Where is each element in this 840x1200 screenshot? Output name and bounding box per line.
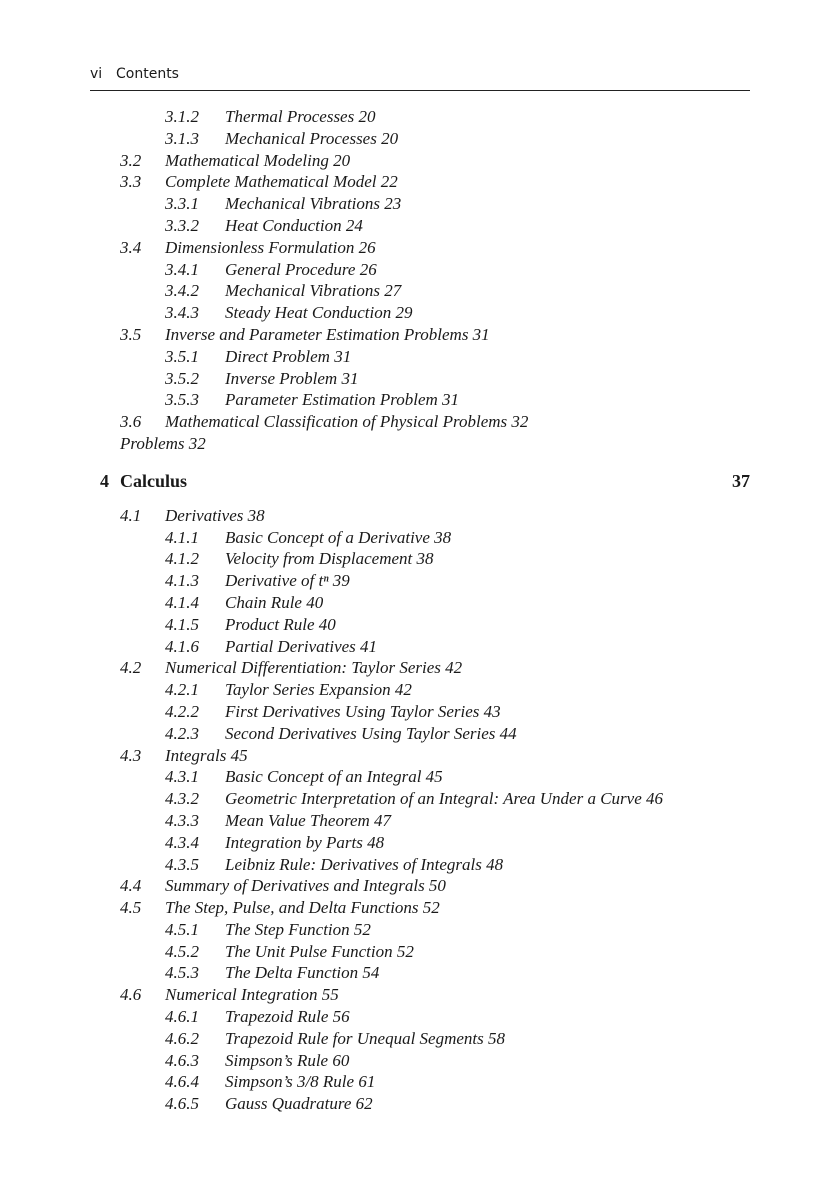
page-number: vi	[90, 66, 103, 82]
toc-entry-label: Leibniz Rule: Derivatives of Integrals 48	[225, 854, 504, 874]
toc-entry-number: 4.1.2	[165, 549, 199, 569]
toc-entry	[0, 723, 840, 745]
toc-entry	[0, 636, 840, 658]
toc-entry-label: Mechanical Vibrations 27	[225, 281, 402, 301]
toc-entry-number: 3.6	[120, 412, 142, 432]
toc-entry-label: Mean Value Theorem 47	[225, 810, 392, 830]
toc-entry-label: Partial Derivatives 41	[225, 636, 378, 656]
toc-entry-number: 4.1.4	[165, 592, 199, 612]
toc-entry	[0, 897, 840, 919]
toc-entry-label: Complete Mathematical Model 22	[165, 172, 398, 192]
toc-entry-label: Gauss Quadrature 62	[225, 1094, 373, 1114]
toc-entry-label: Mechanical Processes 20	[225, 128, 399, 148]
toc-entry-number: 3.5	[120, 324, 142, 344]
toc-entry-number: 4.5	[120, 898, 142, 918]
toc-entry	[0, 346, 840, 368]
toc-entry	[0, 237, 840, 259]
toc-entry-label: First Derivatives Using Taylor Series 43	[225, 701, 501, 721]
toc-entry-label: Direct Problem 31	[225, 346, 352, 366]
toc-entry-number: 4.6.2	[165, 1028, 199, 1048]
toc-entry-number: 4.3.1	[165, 767, 199, 787]
toc-entry	[0, 150, 840, 172]
toc-entry-number: 4.5.3	[165, 963, 199, 983]
toc-entry-number: 3.4.1	[165, 259, 199, 279]
toc-entry-label: Mechanical Vibrations 23	[225, 194, 402, 214]
toc-entry-label: Second Derivatives Using Taylor Series 44	[225, 723, 517, 743]
toc-entry-number: 3.3.2	[165, 215, 199, 235]
toc-entry	[0, 854, 840, 876]
toc-entry-label: Numerical Integration 55	[165, 985, 339, 1005]
running-header	[90, 66, 750, 91]
toc-entry-label: The Delta Function 54	[225, 963, 380, 983]
toc-entry	[0, 679, 840, 701]
toc-entry-label: Chain Rule 40	[225, 592, 324, 612]
toc-entry	[0, 527, 840, 549]
toc-entry-label: Thermal Processes 20	[225, 107, 376, 126]
toc-entry-number: 4.5.2	[165, 941, 199, 961]
toc-entry	[0, 106, 840, 128]
toc-entry-number: 4.3.2	[165, 789, 199, 809]
toc-entry-label: Mathematical Modeling 20	[165, 150, 351, 170]
toc-entry	[0, 128, 840, 150]
toc-entry-number: 3.4.2	[165, 281, 199, 301]
toc-entry-number: 4.6.1	[165, 1007, 199, 1027]
toc-entry	[0, 1028, 840, 1050]
toc-entry	[0, 215, 840, 237]
toc-entry	[0, 984, 840, 1006]
toc-entry	[0, 1006, 840, 1028]
toc-entry-label: Integrals 45	[165, 745, 248, 765]
toc-entry	[0, 962, 840, 984]
toc-entry-number: 3.2	[120, 150, 142, 170]
toc-entry	[0, 280, 840, 302]
toc-entry-label: Summary of Derivatives and Integrals 50	[165, 876, 446, 896]
toc-entry-number: 4.2	[120, 658, 142, 678]
toc-entry	[0, 505, 840, 527]
toc-entry-number: 4.1	[120, 505, 142, 525]
toc-entry-number: 4.2.3	[165, 723, 199, 743]
toc-entry	[0, 657, 840, 679]
toc-entry	[0, 411, 840, 433]
toc-entry-label: Inverse and Parameter Estimation Problems 31	[165, 324, 490, 344]
toc-entry	[0, 766, 840, 788]
toc-entry-label: Numerical Differentiation: Taylor Series 42	[165, 658, 463, 678]
toc-entry	[0, 745, 840, 767]
toc-entry	[0, 324, 840, 346]
toc-entry	[0, 1071, 840, 1093]
toc-entry	[0, 368, 840, 390]
table-of-contents	[0, 106, 840, 1115]
toc-entry-label: The Step Function 52	[225, 919, 371, 939]
toc-entry	[0, 1093, 840, 1115]
running-title: Contents	[116, 66, 179, 82]
toc-entry	[0, 1050, 840, 1072]
toc-entry-label: The Step, Pulse, and Delta Functions 52	[165, 898, 440, 918]
toc-entry-number: 4.3	[120, 745, 142, 765]
toc-entry-number: 4.3.5	[165, 854, 199, 874]
toc-entry-number: 4.6.3	[165, 1050, 199, 1070]
toc-entry-number: 3.1.3	[165, 128, 199, 148]
toc-entry-label: Dimensionless Formulation 26	[165, 237, 376, 257]
toc-entry-number: 4.2.1	[165, 680, 199, 700]
toc-entry-label: Trapezoid Rule for Unequal Segments 58	[225, 1028, 506, 1048]
toc-entry-label: Parameter Estimation Problem 31	[225, 390, 460, 410]
toc-entry	[0, 810, 840, 832]
toc-entry-number: 4.1.3	[165, 571, 199, 591]
toc-entry	[0, 875, 840, 897]
toc-entry-number: 4.3.3	[165, 810, 199, 830]
toc-entry-number: 3.3	[120, 172, 142, 192]
toc-entry-label: Steady Heat Conduction 29	[225, 303, 413, 323]
toc-entry	[0, 433, 840, 455]
toc-entry-label: General Procedure 26	[225, 259, 377, 279]
toc-entry-number: 3.1.2	[165, 107, 199, 126]
toc-entry-label: Mathematical Classification of Physical Problems 32	[165, 412, 529, 432]
toc-entry-number: 4.6.4	[165, 1072, 199, 1092]
toc-entry-label: Geometric Interpretation of an Integral: Area Under a Curve 46	[225, 789, 663, 809]
toc-entry-label: Heat Conduction 24	[225, 215, 363, 235]
toc-entry	[0, 171, 840, 193]
toc-entry-label: Simpson’s 3/8 Rule 61	[225, 1072, 376, 1092]
toc-entry-number: 3.5.2	[165, 368, 199, 388]
toc-entry-number: 4.1.5	[165, 614, 199, 634]
toc-entry-label: Basic Concept of a Derivative 38	[225, 527, 452, 547]
toc-section-chapter-4	[0, 505, 840, 1115]
toc-entry-number: 3.4	[120, 237, 142, 257]
toc-section-chapter-3	[0, 106, 840, 455]
toc-entry	[0, 919, 840, 941]
toc-entry-label: Product Rule 40	[225, 614, 336, 634]
toc-entry	[0, 389, 840, 411]
toc-entry-number: 4.1.1	[165, 527, 199, 547]
toc-entry-label: Trapezoid Rule 56	[225, 1007, 350, 1027]
toc-entry-label: Basic Concept of an Integral 45	[225, 767, 443, 787]
toc-entry	[0, 592, 840, 614]
toc-entry	[0, 302, 840, 324]
toc-entry-number: 4.4	[120, 876, 142, 896]
toc-entry-number: 4.3.4	[165, 832, 199, 852]
toc-entry-number: 3.3.1	[165, 194, 199, 214]
toc-entry-label: Derivatives 38	[165, 505, 265, 525]
toc-entry	[0, 788, 840, 810]
toc-entry-number: 4.5.1	[165, 919, 199, 939]
toc-entry-label: Integration by Parts 48	[225, 832, 385, 852]
toc-entry-label: Taylor Series Expansion 42	[225, 680, 412, 700]
toc-entry	[0, 570, 840, 592]
toc-entry-number: 4.6.5	[165, 1094, 199, 1114]
toc-entry	[0, 614, 840, 636]
toc-entry	[0, 701, 840, 723]
toc-entry-number: 3.5.3	[165, 390, 199, 410]
toc-entry-label: Derivative of tⁿ 39	[225, 571, 350, 591]
toc-entry-number: 4.1.6	[165, 636, 199, 656]
toc-entry-number: 4.6	[120, 985, 142, 1005]
chapter-page: 37	[732, 470, 750, 491]
toc-entry-number: 4.2.2	[165, 701, 199, 721]
toc-entry	[0, 548, 840, 570]
toc-entry-number: 3.4.3	[165, 303, 199, 323]
toc-entry	[0, 832, 840, 854]
toc-entry-label: Problems 32	[120, 433, 206, 453]
chapter-title: Calculus	[120, 470, 188, 491]
toc-entry-label: Simpson’s Rule 60	[225, 1050, 350, 1070]
toc-entry	[0, 193, 840, 215]
chapter-number: 4	[100, 470, 109, 491]
toc-entry-label: The Unit Pulse Function 52	[225, 941, 414, 961]
toc-entry	[0, 941, 840, 963]
toc-entry	[0, 259, 840, 281]
toc-entry-label: Velocity from Displacement 38	[225, 549, 434, 569]
chapter-heading	[0, 461, 840, 501]
toc-entry-number: 3.5.1	[165, 346, 199, 366]
toc-entry-label: Inverse Problem 31	[225, 368, 359, 388]
